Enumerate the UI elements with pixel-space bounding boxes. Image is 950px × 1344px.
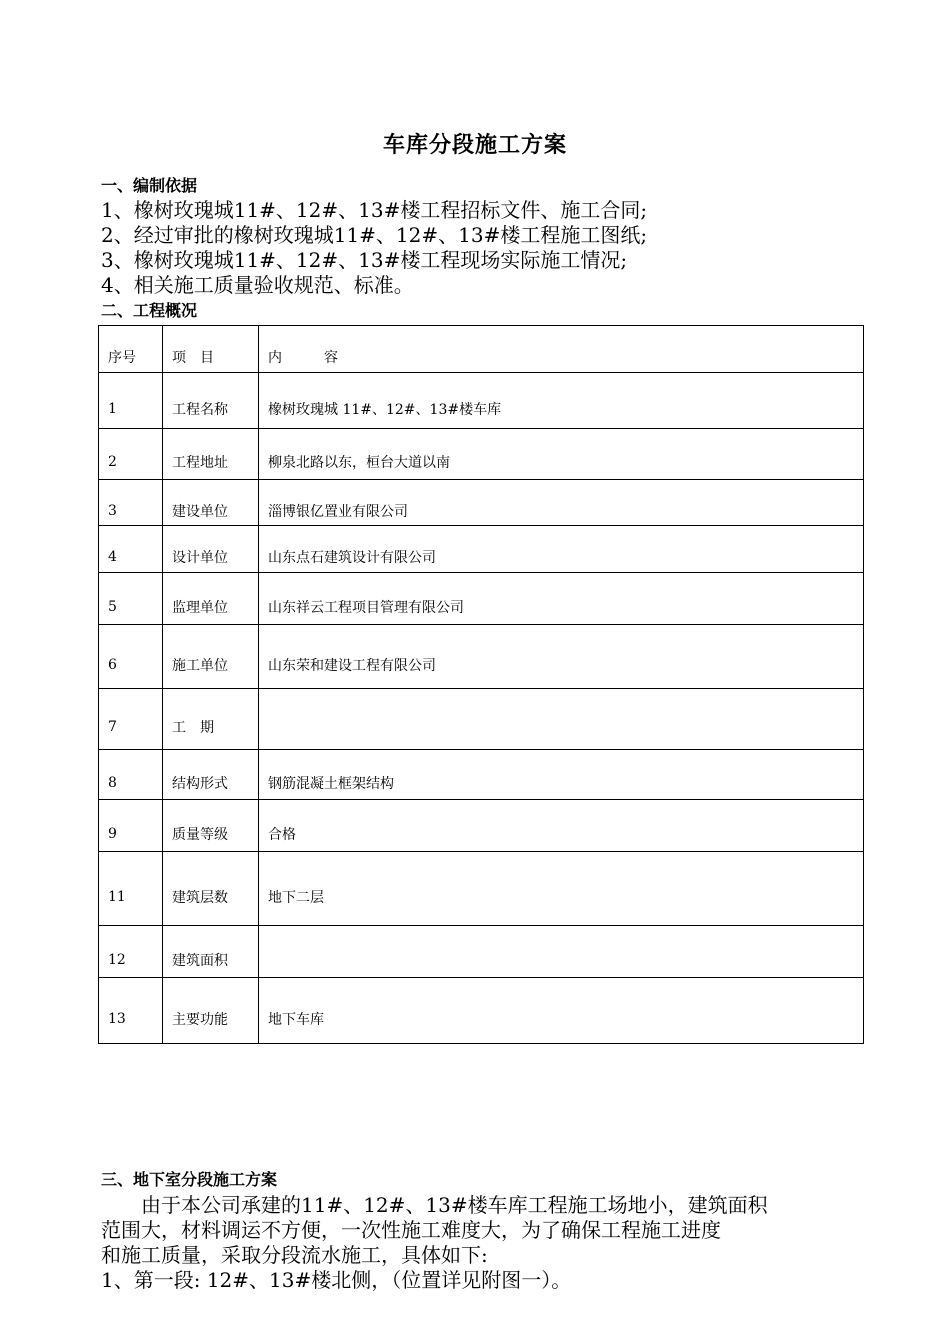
row-no: 2 bbox=[108, 454, 117, 470]
table-row bbox=[99, 573, 864, 625]
row-content: 地下二层 bbox=[268, 889, 324, 906]
row-content: 山东荣和建设工程有限公司 bbox=[268, 657, 436, 674]
table-row bbox=[99, 625, 864, 689]
row-no: 6 bbox=[108, 656, 117, 673]
row-item: 结构形式 bbox=[172, 775, 228, 792]
segment-item-1: 1、第一段: 12#、13#楼北侧，（位置详见附图一）。 bbox=[101, 1268, 572, 1292]
table-row bbox=[99, 689, 864, 750]
row-no: 13 bbox=[108, 1010, 126, 1027]
table-row bbox=[99, 852, 864, 926]
table-row bbox=[99, 800, 864, 852]
plan-paragraph-line-3: 和施工质量，采取分段流水施工，具体如下: bbox=[101, 1243, 488, 1267]
row-item: 设计单位 bbox=[172, 550, 228, 566]
row-item: 主要功能 bbox=[172, 1011, 228, 1028]
row-item: 监理单位 bbox=[172, 599, 228, 616]
row-content: 地下车库 bbox=[268, 1011, 324, 1028]
row-no: 7 bbox=[108, 719, 117, 735]
basis-item-3: 3、橡树玫瑰城11#、12#、13#楼工程现场实际施工情况; bbox=[101, 248, 628, 272]
table-row bbox=[99, 926, 864, 978]
table-row bbox=[99, 429, 864, 480]
table-row bbox=[99, 480, 864, 526]
row-content: 钢筋混凝土框架结构 bbox=[268, 775, 394, 792]
plan-paragraph-line-2: 范围大，材料调运不方便，一次性施工难度大，为了确保工程施工进度 bbox=[101, 1218, 721, 1242]
table-row bbox=[99, 750, 864, 800]
row-item: 工 期 bbox=[172, 720, 214, 736]
basis-item-1: 1、橡树玫瑰城11#、12#、13#楼工程招标文件、施工合同; bbox=[101, 198, 648, 222]
row-item: 建设单位 bbox=[172, 503, 228, 520]
section3-heading: 三、地下室分段施工方案 bbox=[101, 1170, 278, 1189]
row-content: 橡树玫瑰城 11#、12#、13#楼车库 bbox=[268, 401, 502, 418]
document-title: 车库分段施工方案 bbox=[382, 133, 567, 158]
header-content: 内 容 bbox=[259, 326, 864, 373]
table-row bbox=[99, 978, 864, 1044]
row-item: 工程地址 bbox=[172, 455, 228, 471]
row-content: 合格 bbox=[268, 826, 296, 843]
row-no: 4 bbox=[108, 549, 117, 565]
row-item: 施工单位 bbox=[172, 657, 228, 674]
row-no: 3 bbox=[108, 502, 117, 519]
row-item: 建筑层数 bbox=[172, 889, 228, 906]
row-no: 5 bbox=[108, 598, 117, 615]
project-overview-table bbox=[98, 325, 864, 1044]
row-no: 9 bbox=[108, 825, 117, 842]
row-item: 质量等级 bbox=[172, 826, 228, 843]
plan-paragraph-line-1: 由于本公司承建的11#、12#、13#楼车库工程施工场地小，建筑面积 bbox=[101, 1193, 768, 1217]
table-row bbox=[99, 526, 864, 573]
row-no: 11 bbox=[108, 888, 126, 905]
table-header-row bbox=[99, 326, 864, 373]
section1-heading: 一、编制依据 bbox=[101, 176, 198, 195]
row-no: 1 bbox=[108, 400, 117, 417]
header-item: 项 目 bbox=[163, 326, 259, 373]
section2-heading: 二、工程概况 bbox=[101, 301, 198, 320]
row-content: 柳泉北路以东，桓台大道以南 bbox=[268, 455, 450, 471]
header-no: 序号 bbox=[99, 326, 163, 373]
row-no: 12 bbox=[108, 951, 126, 968]
row-content: 山东祥云工程项目管理有限公司 bbox=[268, 599, 464, 616]
row-content: 淄博银亿置业有限公司 bbox=[268, 503, 408, 520]
row-content: 山东点石建筑设计有限公司 bbox=[268, 550, 436, 566]
row-item: 工程名称 bbox=[172, 401, 228, 418]
row-item: 建筑面积 bbox=[172, 952, 228, 969]
basis-item-4: 4、相关施工质量验收规范、标准。 bbox=[101, 273, 414, 297]
basis-item-2: 2、经过审批的橡树玫瑰城11#、12#、13#楼工程施工图纸; bbox=[101, 223, 648, 247]
row-no: 8 bbox=[108, 774, 117, 791]
table-row bbox=[99, 373, 864, 429]
